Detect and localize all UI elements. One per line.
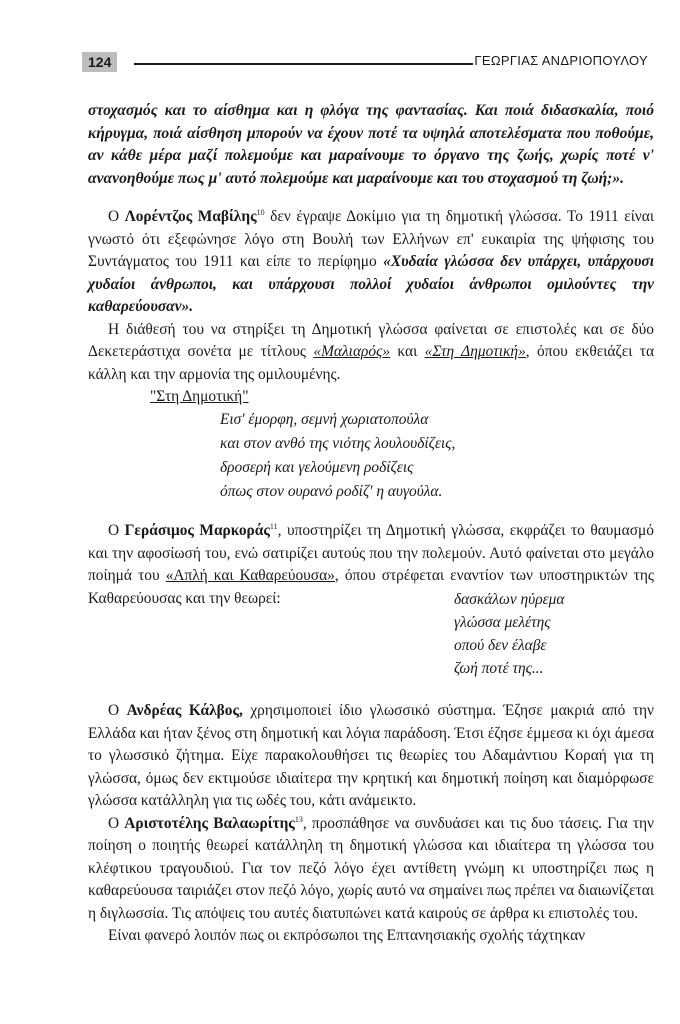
- verse-line: δασκάλων ηύρεμα: [454, 591, 565, 608]
- poem-title-ref: «Απλή και Καθαρεύουσα»: [165, 567, 335, 584]
- poem-title: "Στη Δημοτική": [150, 388, 249, 405]
- header-rule: [134, 63, 473, 65]
- verse-block: [454, 588, 564, 680]
- verse-line: γλώσσα μελέτης: [454, 614, 551, 631]
- poem-line: και στον ανθό της νιότης λουλουδίζεις,: [220, 435, 456, 452]
- poem-line: δροσερή και γελούμενη ροδίζεις: [220, 459, 414, 476]
- person-name: Λορέντζος Μαβίλης: [124, 208, 257, 225]
- poem-line: όπως στον ουρανό ροδίζ' η αυγούλα.: [220, 483, 443, 500]
- paragraph-conclusion: Είναι φανερό λοιπόν πως οι εκπρόσωποι της Επτανησιακής σχολής τάχτηκαν: [108, 927, 586, 944]
- quote-block: στοχασμός και το αίσθημα και η φλόγα της φαντασίας. Και ποιά διδασκαλία, ποιό κήρυγμα, ποιά αίσθηση μπορούν να έχουν ποτέ τα υψηλά αποτελέσματα που ποθούμε, αν κάθε μέρα μαζί πολεμούμε και μαραίνουμε το όργανο της ζωής, χωρίς ποτέ ν' ανανοηθούμε πως μ' αυτό πολεμούμε και μαραίνουμε και του στοχασμού τη ζωή;».: [88, 102, 654, 187]
- famous-quote: «Χυδαία γλώσσα δεν υπάρχει, υπάρχουσι χυδαίοι άνθρωποι, και υπάρχουσι πολλοί χυδαίοι άνθρωποι ομιλούντες την καθαρεύουσαν».: [88, 253, 654, 315]
- person-name: Γεράσιμος Μαρκοράς: [124, 522, 270, 539]
- sonnet-title: «Στη Δημοτική»: [424, 343, 526, 360]
- paragraph-mavilis: Ο Λορέντζος Μαβίλης$^{10}$ δεν έγραψε Δοκίμιο για τη δημοτική γλώσσα. Το 1911 είναι γνωστό ότι εξεφώνησε λόγο στη Βουλή των Ελλήνων επ' ευκαιρία της ψήφισης του Συντάγματος του 1911 και είπε το περίφημο «Χυδαία γλώσσα δεν υπάρχει, υπάρχουσι χυδαίοι άνθρωποι, και υπάρχουσι πολλοί χυδαίοι άνθρωποι ομιλούντες την καθαρεύουσαν».: [88, 207, 654, 315]
- poem-line: Εισ' έμορφη, σεμνή χωριατοπούλα: [220, 411, 429, 428]
- paragraph-sonnets: Η διάθεσή του να στηρίξει τη Δημοτική γλώσσα φαίνεται σε επιστολές και σε δύο Δεκετεράστιχα σονέτα με τίτλους «Μαλιαρός» και «Στη Δημοτική», όπου εκθειάζει τα κάλλη και την αρμονία της ομιλουμένης.: [88, 320, 655, 383]
- page-body: [88, 100, 654, 948]
- paragraph-valaoritis: Ο Αριστοτέλης Βαλαωρίτης$^{13}$, προσπάθησε να συνδυάσει και τις δυο τάσεις. Για την ποίηση ο ποιητής θεωρεί κατάλληλη τη δημοτική γλώσσα και ιδιαίτερα τη γλώσσα του κλέφτικου τραγουδιού. Για τον πεζό λόγο έχει αντίθετη γνώμη κι υποστηρίζει πως η καθαρεύουσα ταιριάζει στον πεζό λόγο, χωρίς αυτό να σημαίνει πως πρέπει να διαιωνίζεται η διγλωσσία. Τις απόψεις του αυτές διατυπώνει κατά καιρούς σε άρθρα κι επιστολές του.: [88, 814, 655, 922]
- footnote-ref: 10: [256, 207, 265, 217]
- verse-line: οπού δεν έλαβε: [454, 637, 547, 654]
- paragraph-kalvos: Ο Ανδρέας Κάλβος, χρησιμοποιεί ίδιο γλωσσικό σύστημα. Έζησε μακριά από την Ελλάδα και ήταν ξένος στη δημοτική και λόγια παράδοση. Έτσι έζησε έμμεσα κι όχι άμεσα το γλωσσικό ζήτημα. Είχε παρακολουθήσει τις θεωρίες του Αδαμάντιου Κοραή για τη γλώσσα, όμως δεν εκτιμούσε ιδιαίτερα την κρητική και δημοτική ποίηση και διαμόρφωσε γλώσσα κατάλληλη για τις ωδές του, κάτι ανάμεικτο.: [88, 702, 654, 809]
- person-name: Αριστοτέλης Βαλαωρίτης: [124, 814, 295, 832]
- poem-stanza: [220, 408, 654, 504]
- paragraph-markoras: Ο Γεράσιμος Μαρκοράς$^{11}$, υποστηρίζει τη Δημοτική γλώσσα, εκφράζει το θαυμασμό και την αφοσίωσή του, ενώ σατιρίζει αυτούς που την πολεμούν. Αυτό φαίνεται στο μεγάλο ποίημά του «Απλή και Καθαρεύουσα», όπου στρέφεται εναντίον των υποστηρικτών της Καθαρεύουσας και την θεωρεί:: [88, 521, 654, 607]
- running-head: ΓΕΩΡΓΙΑΣ ΑΝΔΡΙΟΠΟΥΛΟΥ: [474, 53, 648, 68]
- footnote-ref: 13: [294, 814, 303, 824]
- person-name: Ανδρέας Κάλβος,: [126, 702, 243, 719]
- verse-line: ζωή ποτέ της...: [454, 660, 544, 677]
- sonnet-title: «Μαλιαρός»: [313, 343, 391, 360]
- page-number: 124: [82, 52, 117, 72]
- footnote-ref: 11: [269, 521, 278, 531]
- page-header: [82, 52, 648, 74]
